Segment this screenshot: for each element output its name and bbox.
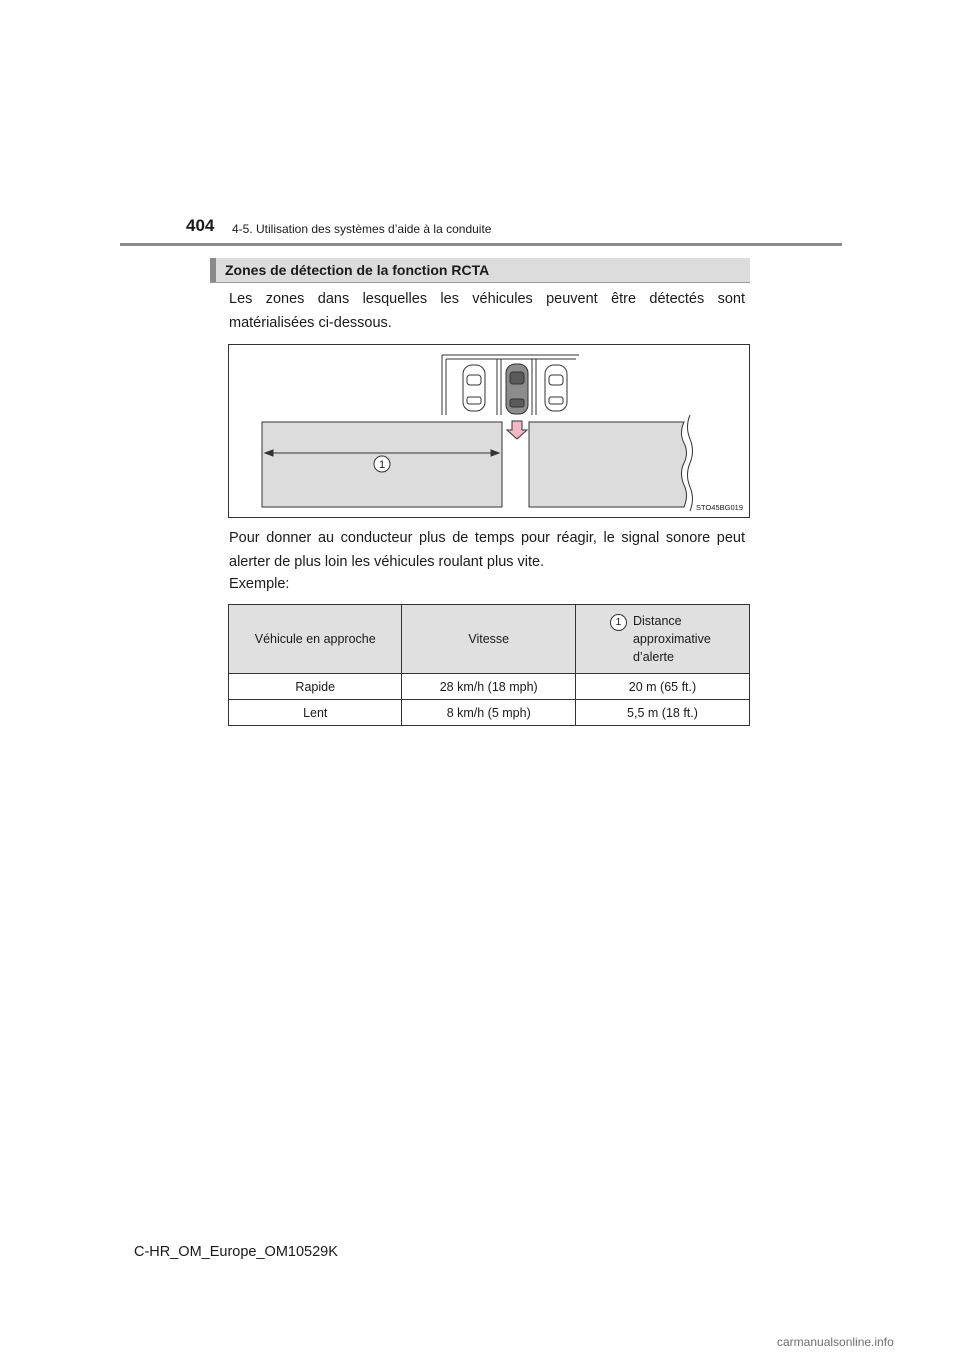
- intro-paragraph: Les zones dans lesquelles les véhicules peuvent être détectés sont matérialisées ci-dessous.: [229, 291, 745, 331]
- cell-distance: 20 m (65 ft.): [575, 674, 749, 700]
- cell-vehicle: Lent: [229, 700, 402, 726]
- document-id: C-HR_OM_Europe_OM10529K: [134, 1244, 338, 1260]
- alert-distance-table: [228, 604, 750, 726]
- page-number: 404: [186, 216, 215, 235]
- reverse-arrow: [507, 421, 527, 439]
- detection-zone-right: [529, 422, 687, 507]
- parked-car-left: [463, 365, 485, 411]
- header-callout: 1: [610, 614, 627, 631]
- chapter-title: 4-5. Utilisation des systèmes d’aide à la conduite: [232, 222, 492, 236]
- figure-code: STO45BG019: [696, 503, 743, 512]
- break-line: [688, 415, 693, 511]
- table-header-row: [229, 605, 750, 674]
- header-divider: [120, 243, 842, 246]
- cell-vehicle: Rapide: [229, 674, 402, 700]
- header-distance-label: Distance approximative d’alerte: [632, 614, 711, 664]
- header-vehicle: Véhicule en approche: [229, 605, 402, 674]
- header-speed: Vitesse: [402, 605, 575, 674]
- explanation-paragraph: Pour donner au conducteur plus de temps pour réagir, le signal sonore peut alerter de plus loin les véhicules roulant plus vite.: [229, 530, 745, 570]
- cell-distance: 5,5 m (18 ft.): [575, 700, 749, 726]
- callout-number: 1: [378, 459, 386, 471]
- detection-zone-illustration: [229, 345, 751, 519]
- cell-speed: 8 km/h (5 mph): [402, 700, 575, 726]
- section-heading: Zones de détection de la fonction RCTA: [210, 258, 750, 282]
- parked-car-right: [545, 365, 567, 411]
- reversing-car: [506, 364, 528, 414]
- table-row: [229, 700, 750, 726]
- example-label: Exemple:: [229, 576, 290, 592]
- section-heading-divider: [210, 282, 750, 283]
- cell-speed: 28 km/h (18 mph): [402, 674, 575, 700]
- table-row: [229, 674, 750, 700]
- watermark: carmanualsonline.info: [777, 1335, 894, 1349]
- detection-zone-figure: [228, 344, 750, 518]
- header-distance: [575, 605, 749, 674]
